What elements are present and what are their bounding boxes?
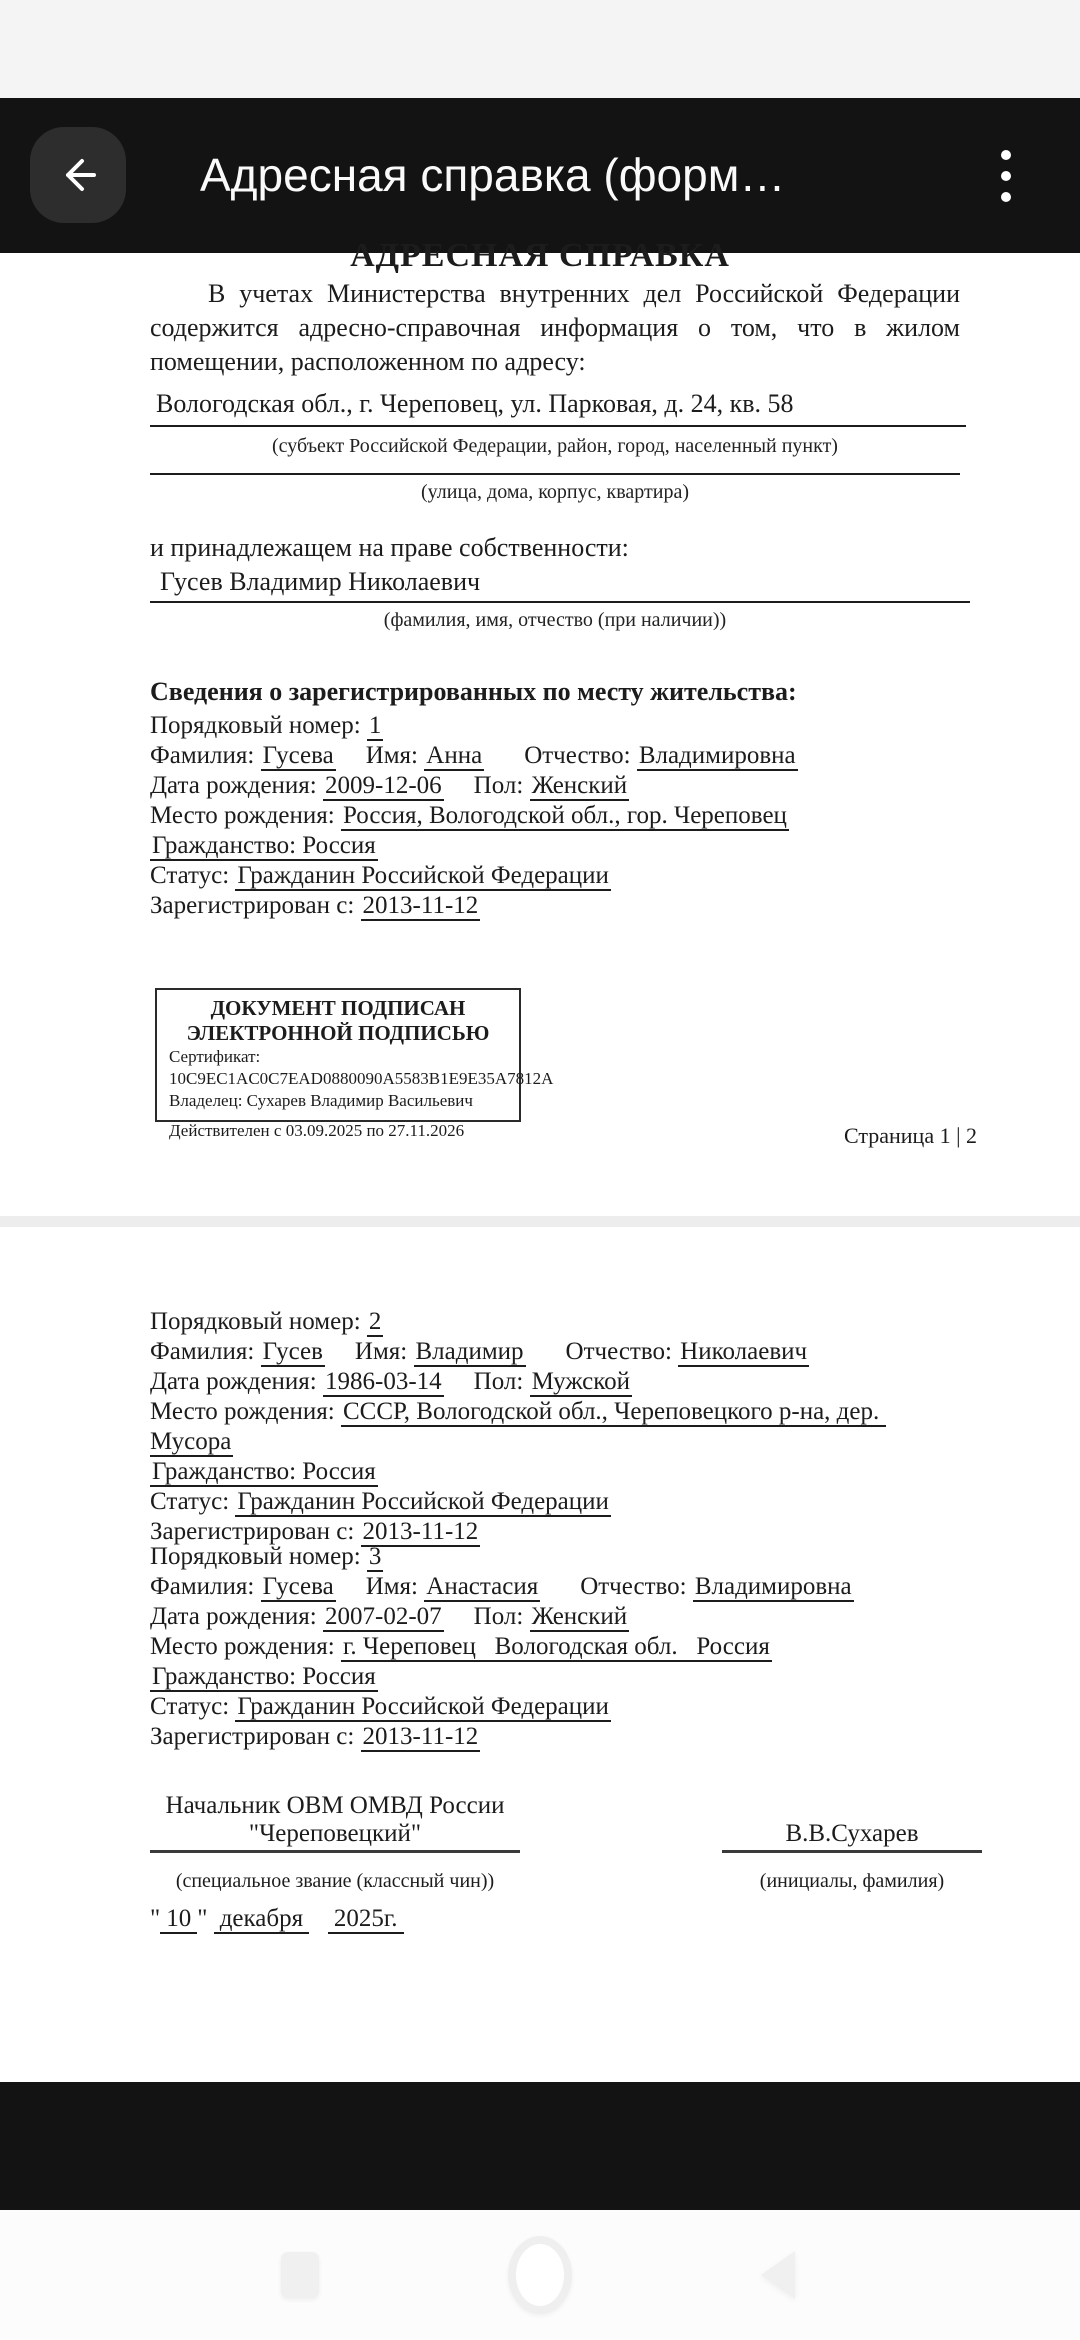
pdf-page-2[interactable] [0, 1227, 1080, 2082]
record-status-line: Статус: Гражданин Российской Федерации [150, 1693, 609, 1720]
digital-signature-stamp [155, 988, 554, 1140]
document-date-line: " 10 " декабря 2025г. [150, 1905, 404, 1933]
record-block-2 [150, 1307, 960, 1547]
signing-official-name: В.В.Сухарев (инициалы, фамилия) [722, 1792, 982, 1895]
stamp-owner: Владелец: Сухарев Владимир Васильевич [169, 1091, 473, 1110]
record-block-3 [150, 1542, 960, 1752]
address-value: Вологодская обл., г. Череповец, ул. Парковая, д. 24, кв. 58 [150, 389, 966, 427]
record-citizenship-line: Гражданство: Россия [152, 1663, 376, 1690]
viewer-letterbox [0, 2082, 1080, 2210]
stamp-title: ДОКУМЕНТ ПОДПИСАН ЭЛЕКТРОННОЙ ПОДПИСЬЮ [186, 996, 490, 1045]
status-bar [0, 0, 1080, 98]
recents-square-icon [281, 2252, 319, 2298]
page-indicator: Страница 1 | 2 [843, 1123, 977, 1148]
record-citizenship-line: Гражданство: Россия [152, 1458, 376, 1485]
document-heading-clipped: АДРЕСНАЯ СПРАВКА [350, 237, 730, 274]
intro-paragraph: В учетах Министерства внутренних дел Российской Федерации содержится адресно-справочная информация о том, что в жилом помещении, расположенном по адресу: [150, 279, 960, 376]
official-title-caption: (специальное звание (классный чин)) [175, 1870, 495, 1892]
record-birthplace-line: Место рождения: г. Череповец Вологодская обл. Россия [150, 1633, 770, 1660]
record-birthdate-line: Дата рождения: 2007-02-07 Пол: Женский [150, 1603, 628, 1630]
back-button[interactable] [30, 127, 126, 223]
record-name-line: Фамилия: Гусева Имя: Анна Отчество: Владимировна [150, 742, 796, 769]
record-number-line: Порядковый номер: 2 [150, 1308, 382, 1335]
arrow-left-icon [56, 153, 100, 197]
record-birthdate-line: Дата рождения: 1986-03-14 Пол: Мужской [150, 1368, 631, 1395]
signature-rule [722, 1850, 982, 1853]
ownership-intro: и принадлежащем на праве собственности: [150, 533, 629, 562]
signing-official-title: Начальник ОВМ ОМВД России "Череповецкий" (специальное звание (классный чин)) [150, 1792, 520, 1895]
stamp-cert-value: 10C9EC1AC0C7EAD0880090A5583B1E9E35A7812A [169, 1069, 554, 1088]
record-number-line: Порядковый номер: 1 [150, 712, 382, 739]
record-citizenship-line: Гражданство: Россия [152, 832, 376, 859]
record-status-line: Статус: Гражданин Российской Федерации [150, 1488, 609, 1515]
owner-value: Гусев Владимир Николаевич [150, 567, 970, 603]
address-caption: (субъект Российской Федерации, район, город, населенный пункт) [272, 435, 838, 457]
app-bar [0, 98, 1080, 253]
stamp-validity: Действителен с 03.09.2025 по 27.11.2026 [169, 1121, 465, 1140]
document-title: Адресная справка (форм… [200, 149, 786, 201]
recents-button[interactable] [240, 2210, 360, 2340]
signature-rule [150, 1850, 520, 1853]
record-name-line: Фамилия: Гусева Имя: Анастасия Отчество: Владимировна [150, 1573, 852, 1600]
record-status-line: Статус: Гражданин Российской Федерации [150, 862, 609, 889]
record-birthplace-line: Место рождения: Россия, Вологодской обл., гор. Череповец [150, 802, 787, 829]
android-nav-bar [0, 2210, 1080, 2340]
owner-caption: (фамилия, имя, отчество (при наличии)) [383, 609, 727, 631]
official-name-caption: (инициалы, фамилия) [759, 1870, 945, 1892]
home-circle-icon [508, 2236, 572, 2314]
record-number-line: Порядковый номер: 3 [150, 1543, 382, 1570]
record-registered-line: Зарегистрирован с: 2013-11-12 [150, 892, 479, 919]
home-button[interactable] [480, 2210, 600, 2340]
record-registered-line: Зарегистрирован с: 2013-11-12 [150, 1723, 479, 1750]
back-nav-button[interactable] [718, 2210, 838, 2340]
page-gap [0, 1216, 1080, 1227]
menu-dot-icon [1001, 192, 1011, 202]
menu-dot-icon [1001, 171, 1011, 181]
stamp-cert-label: Сертификат: [169, 1047, 261, 1066]
street-caption: (улица, дома, корпус, квартира) [420, 481, 689, 503]
records-heading: Сведения о зарегистрированных по месту жительства: [150, 677, 797, 706]
back-triangle-icon [761, 2251, 795, 2299]
record-birthplace-line: Место рождения: СССР, Вологодской обл., Череповецкого р-на, дер. Мусора [150, 1398, 886, 1455]
menu-dot-icon [1001, 150, 1011, 160]
record-birthdate-line: Дата рождения: 2009-12-06 Пол: Женский [150, 772, 628, 799]
pdf-page-1[interactable] [0, 237, 1080, 1216]
record-block-1 [150, 711, 960, 921]
record-registered-line: Зарегистрирован с: 2013-11-12 [150, 1518, 479, 1545]
record-name-line: Фамилия: Гусев Имя: Владимир Отчество: Николаевич [150, 1338, 808, 1365]
overflow-menu-button[interactable] [976, 136, 1036, 216]
street-blank-line [150, 453, 960, 475]
